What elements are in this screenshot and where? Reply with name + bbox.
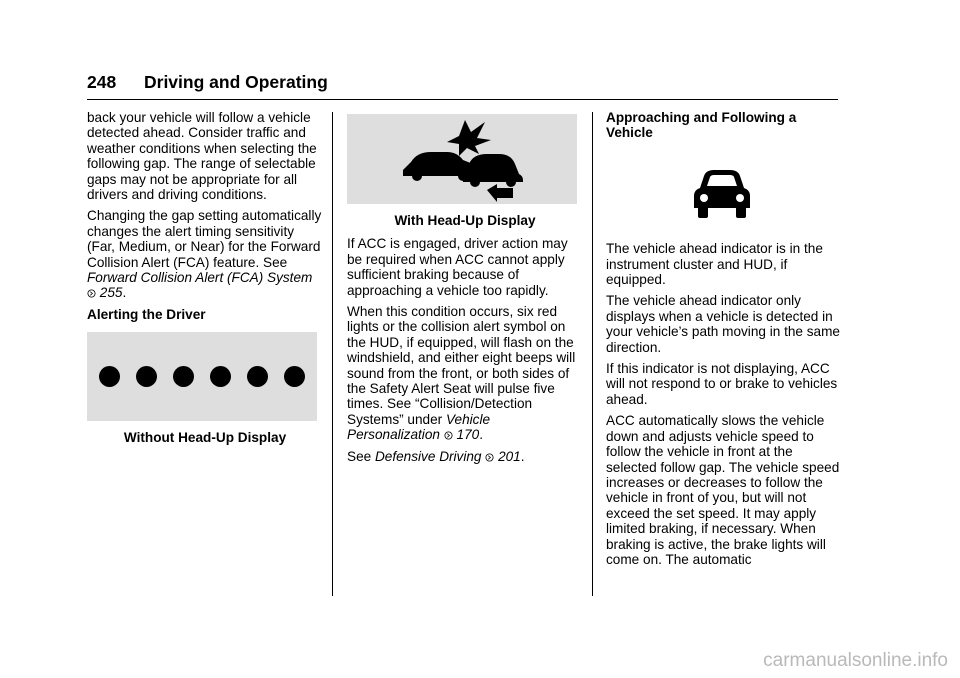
page-ref-number: 255 [99, 285, 123, 301]
column-1 [87, 110, 323, 454]
paragraph: If ACC is engaged, driver action may be required when ACC cannot apply sufficient braking because of approaching a vehicle too rapidly. [347, 236, 568, 298]
figure-caption: With Head-Up Display [394, 213, 536, 228]
paragraph: If this indicator is not displaying, ACC will not respond to or brake to vehicles ahead. [606, 361, 838, 407]
section-title: Driving and Operating [144, 72, 328, 92]
red-light-dot [247, 366, 268, 387]
cross-reference-link[interactable]: Forward Collision Alert (FCA) System [87, 270, 313, 286]
paragraph [87, 208, 323, 300]
collision-alert-symbol-icon [347, 114, 577, 204]
red-light-dot [284, 366, 305, 387]
heading-approaching-following: Approaching and Following a Vehicle [606, 110, 797, 141]
page-ref-number: 170 [456, 427, 480, 443]
red-light-dot [99, 366, 120, 387]
paragraph: ACC automatically slows the vehicle down and adjusts vehicle speed to follow the vehicle in front at the selected follow gap. The vehicle speed increases or decreases to follow the vehicle in front of you, but will not exceed the set speed. It may apply limited braking, if necessary. When braking is active, the brake lights will come on. The automatic [606, 413, 840, 567]
paragraph-text: . [479, 427, 483, 443]
cross-reference-link[interactable]: Defensive Driving [374, 448, 482, 464]
paragraph [347, 304, 583, 443]
paragraph: back your vehicle will follow a vehicle detected ahead. Consider traffic and weather conditions when selecting the following gap. The range of selectable gaps may not be appropriate for all drivers and driving conditions. [87, 110, 317, 203]
red-light-dot [173, 366, 194, 387]
column-2 [347, 110, 583, 470]
figure-caption: Without Head-Up Display [123, 430, 287, 446]
paragraph-text: . [520, 448, 525, 464]
column-divider [592, 112, 593, 596]
paragraph-text: Changing the gap setting automatically changes the alert timing sensitivity (Far, Medium, or Near) for the Forward Collision Alert (FCA) feature. See [87, 208, 322, 270]
paragraph-text: When this condition occurs, six red lights or the collision alert symbol on the HUD, if equipped, will flash on the windshield, and either eight beeps will sound from the front, or both sides of the Safety Alert Seat will pulse five times. See “Collision/Detection Systems” under [347, 304, 576, 427]
paragraph: The vehicle ahead indicator is in the instrument cluster and HUD, if equipped. [606, 241, 823, 288]
six-red-lights-icon [87, 332, 317, 421]
watermark: carmanualsonline.info [763, 650, 948, 671]
page-ref-icon [440, 427, 457, 442]
page-header [87, 72, 838, 100]
page-ref-icon [482, 449, 499, 464]
vehicle-ahead-indicator-icon [690, 168, 842, 223]
paragraph-text: . [122, 285, 127, 301]
paragraph-text: See [347, 448, 375, 464]
page-ref-number: 201 [498, 448, 521, 464]
page-number: 248 [87, 72, 117, 92]
cross-reference-link[interactable]: Vehicle Personalization [347, 411, 491, 443]
red-light-dot [210, 366, 231, 387]
paragraph: The vehicle ahead indicator only displays when a vehicle is detected in your vehicle’s path moving in the same direction. [606, 293, 840, 355]
red-light-dot [136, 366, 157, 387]
heading-alerting-driver: Alerting the Driver [87, 306, 206, 322]
paragraph [347, 449, 583, 464]
column-divider [332, 112, 333, 596]
page-ref-icon [87, 285, 100, 300]
column-3 [606, 110, 842, 573]
